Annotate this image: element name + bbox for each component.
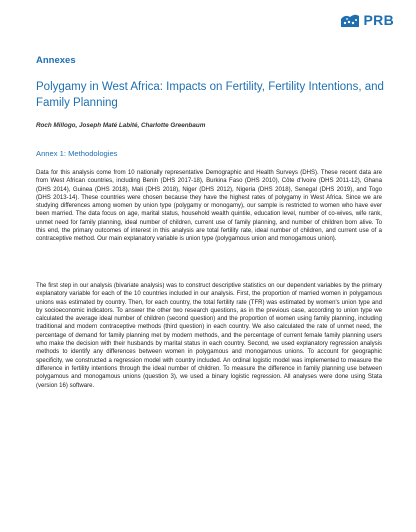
paragraph-analysis-methods: The first step in our analysis (bivariate analysis) was to construct descriptive statistics on our dependent variables by the primary explanatory variable for each of the 10 countries included in our analysis. First, the proportion of married women in polygamous unions was estimated by country. Then, for each country, the total fertility rate (TFR) was estimated by women's union type and by socioeconomic indicators. To answer the other two research questions, as in the previous case, according to union type we calculated the average ideal number of children (second question) and the proportion of women using family planning, including traditional and modern contraceptive methods (third question) in each country. We also calculated the rate of unmet need, the percentage of demand for family planning met by modern methods, and the percentage of current female family planning users who make the decision with their husbands by marital status in each country. Second, we used explanatory regression analysis methods to identify any differences between women in polygamous and monogamous unions. To account for geographic specificity, we constructed a regression model with country included. An ordinal logistic model was implemented to measure the difference in fertility intentions through the ideal number of children. To measure the difference in family planning use between polygamous and monogamous unions (question 3), we used a binary logistic regression. All analyses were done using Stata (version 16) software. bbox=[36, 283, 382, 389]
authors-line: Roch Millogo, Joseph Maté Labité, Charlotte Greenbaum bbox=[36, 122, 206, 129]
annexes-heading: Annexes bbox=[36, 55, 76, 66]
paragraph-data-sources: Data for this analysis come from 10 nationally representative Demographic and Health Surveys (DHS). These recent data are from West African countries, including Benin (DHS 2017-18), Burkina Faso (DHS 2010), Côte d'Ivoire (DHS 2011-12), Ghana (DHS 2014), Guinea (DHS 2018), Mali (DHS 2018), Niger (DHS 2012), Nigeria (DHS 2018), Senegal (DHS 2019), and Togo (DHS 2013-14). These countries were chosen because they have the highest rates of polygamy in West Africa. Since we are studying differences among women by union type (polygamy or monogamy), our sample is restricted to women who have ever been married. The data focus on age, marital status, household wealth quintile, education level, number of co-wives, wife rank, unmet need for family planning, ideal number of children, current use of family planning, and number of children born alive. To this end, the primary outcomes of interest in this analysis are total fertility rate, ideal number of children, and current use of a contraceptive method. Our main explanatory variable is union type (polygamous union and monogamous union). bbox=[36, 170, 382, 243]
section-title: Annex 1: Methodologies bbox=[36, 149, 118, 158]
prb-logo bbox=[339, 11, 394, 29]
prb-logo-icon bbox=[339, 11, 361, 29]
document-title: Polygamy in West Africa: Impacts on Fertility, Fertility Intentions, and Family Planning bbox=[36, 81, 384, 109]
prb-logo-text: PRB bbox=[363, 12, 394, 28]
